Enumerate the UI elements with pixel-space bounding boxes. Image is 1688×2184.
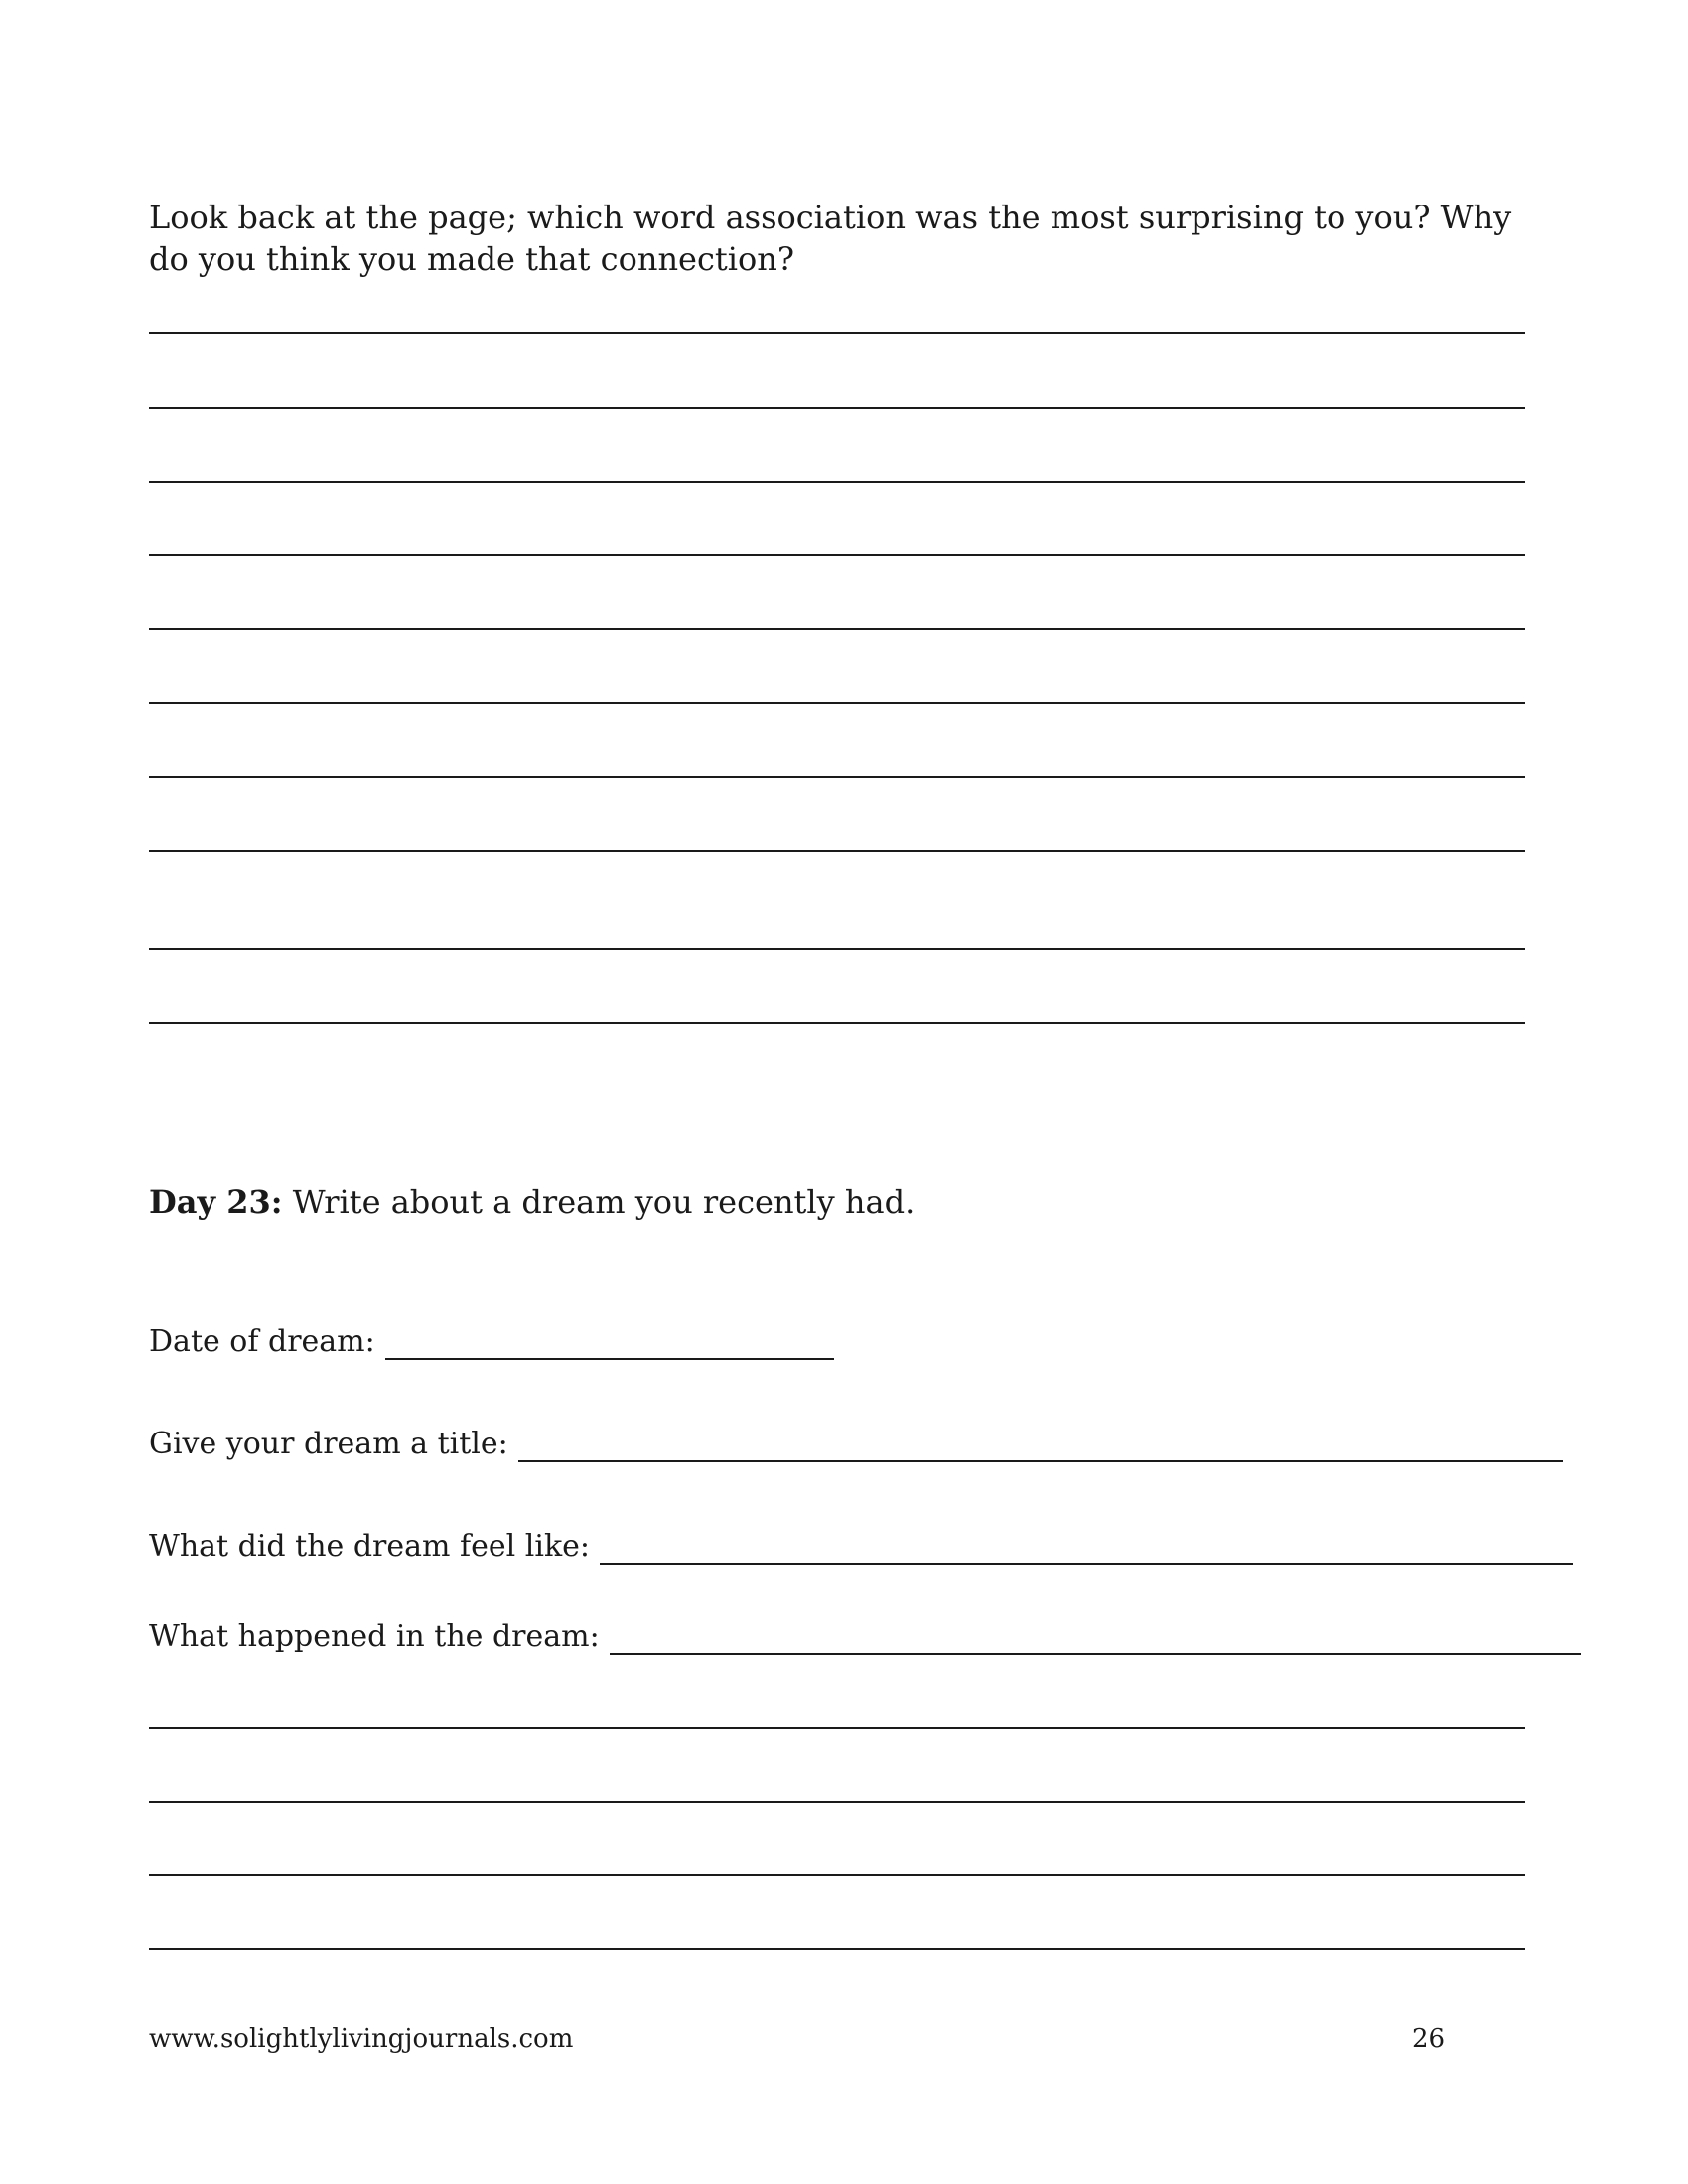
writing-line[interactable]: [149, 948, 1525, 950]
reflection-prompt: Look back at the page; which word association was the most surprising to you? Why do you think you made that connection?: [149, 199, 1512, 278]
feel-field[interactable]: [600, 1535, 1573, 1565]
happened-field-row: [149, 1619, 1581, 1655]
writing-line[interactable]: [149, 554, 1525, 556]
writing-line[interactable]: [149, 628, 1525, 630]
title-field-row: [149, 1427, 1563, 1462]
writing-line[interactable]: [149, 1948, 1525, 1950]
writing-line[interactable]: [149, 1727, 1525, 1729]
writing-line[interactable]: [149, 776, 1525, 778]
writing-line[interactable]: [149, 481, 1525, 483]
day-label: Day 23:: [149, 1183, 283, 1221]
date-field[interactable]: [385, 1330, 834, 1360]
day-heading: [149, 1181, 1519, 1223]
writing-line[interactable]: [149, 1801, 1525, 1803]
writing-line[interactable]: [149, 850, 1525, 852]
writing-line[interactable]: [149, 1022, 1525, 1024]
happened-label: What happened in the dream:: [149, 1619, 600, 1654]
writing-line[interactable]: [149, 702, 1525, 704]
footer-website: www.solightlylivingjournals.com: [149, 2024, 574, 2054]
feel-label: What did the dream feel like:: [149, 1529, 590, 1564]
happened-field[interactable]: [610, 1625, 1581, 1655]
writing-line[interactable]: [149, 407, 1525, 409]
feel-field-row: [149, 1529, 1573, 1565]
date-label: Date of dream:: [149, 1324, 375, 1359]
date-field-row: [149, 1324, 834, 1360]
page-number: 26: [1412, 2024, 1446, 2054]
title-label: Give your dream a title:: [149, 1427, 508, 1461]
writing-line[interactable]: [149, 332, 1525, 334]
writing-line[interactable]: [149, 1874, 1525, 1876]
day-prompt: Write about a dream you recently had.: [282, 1183, 915, 1221]
title-field[interactable]: [518, 1433, 1563, 1462]
